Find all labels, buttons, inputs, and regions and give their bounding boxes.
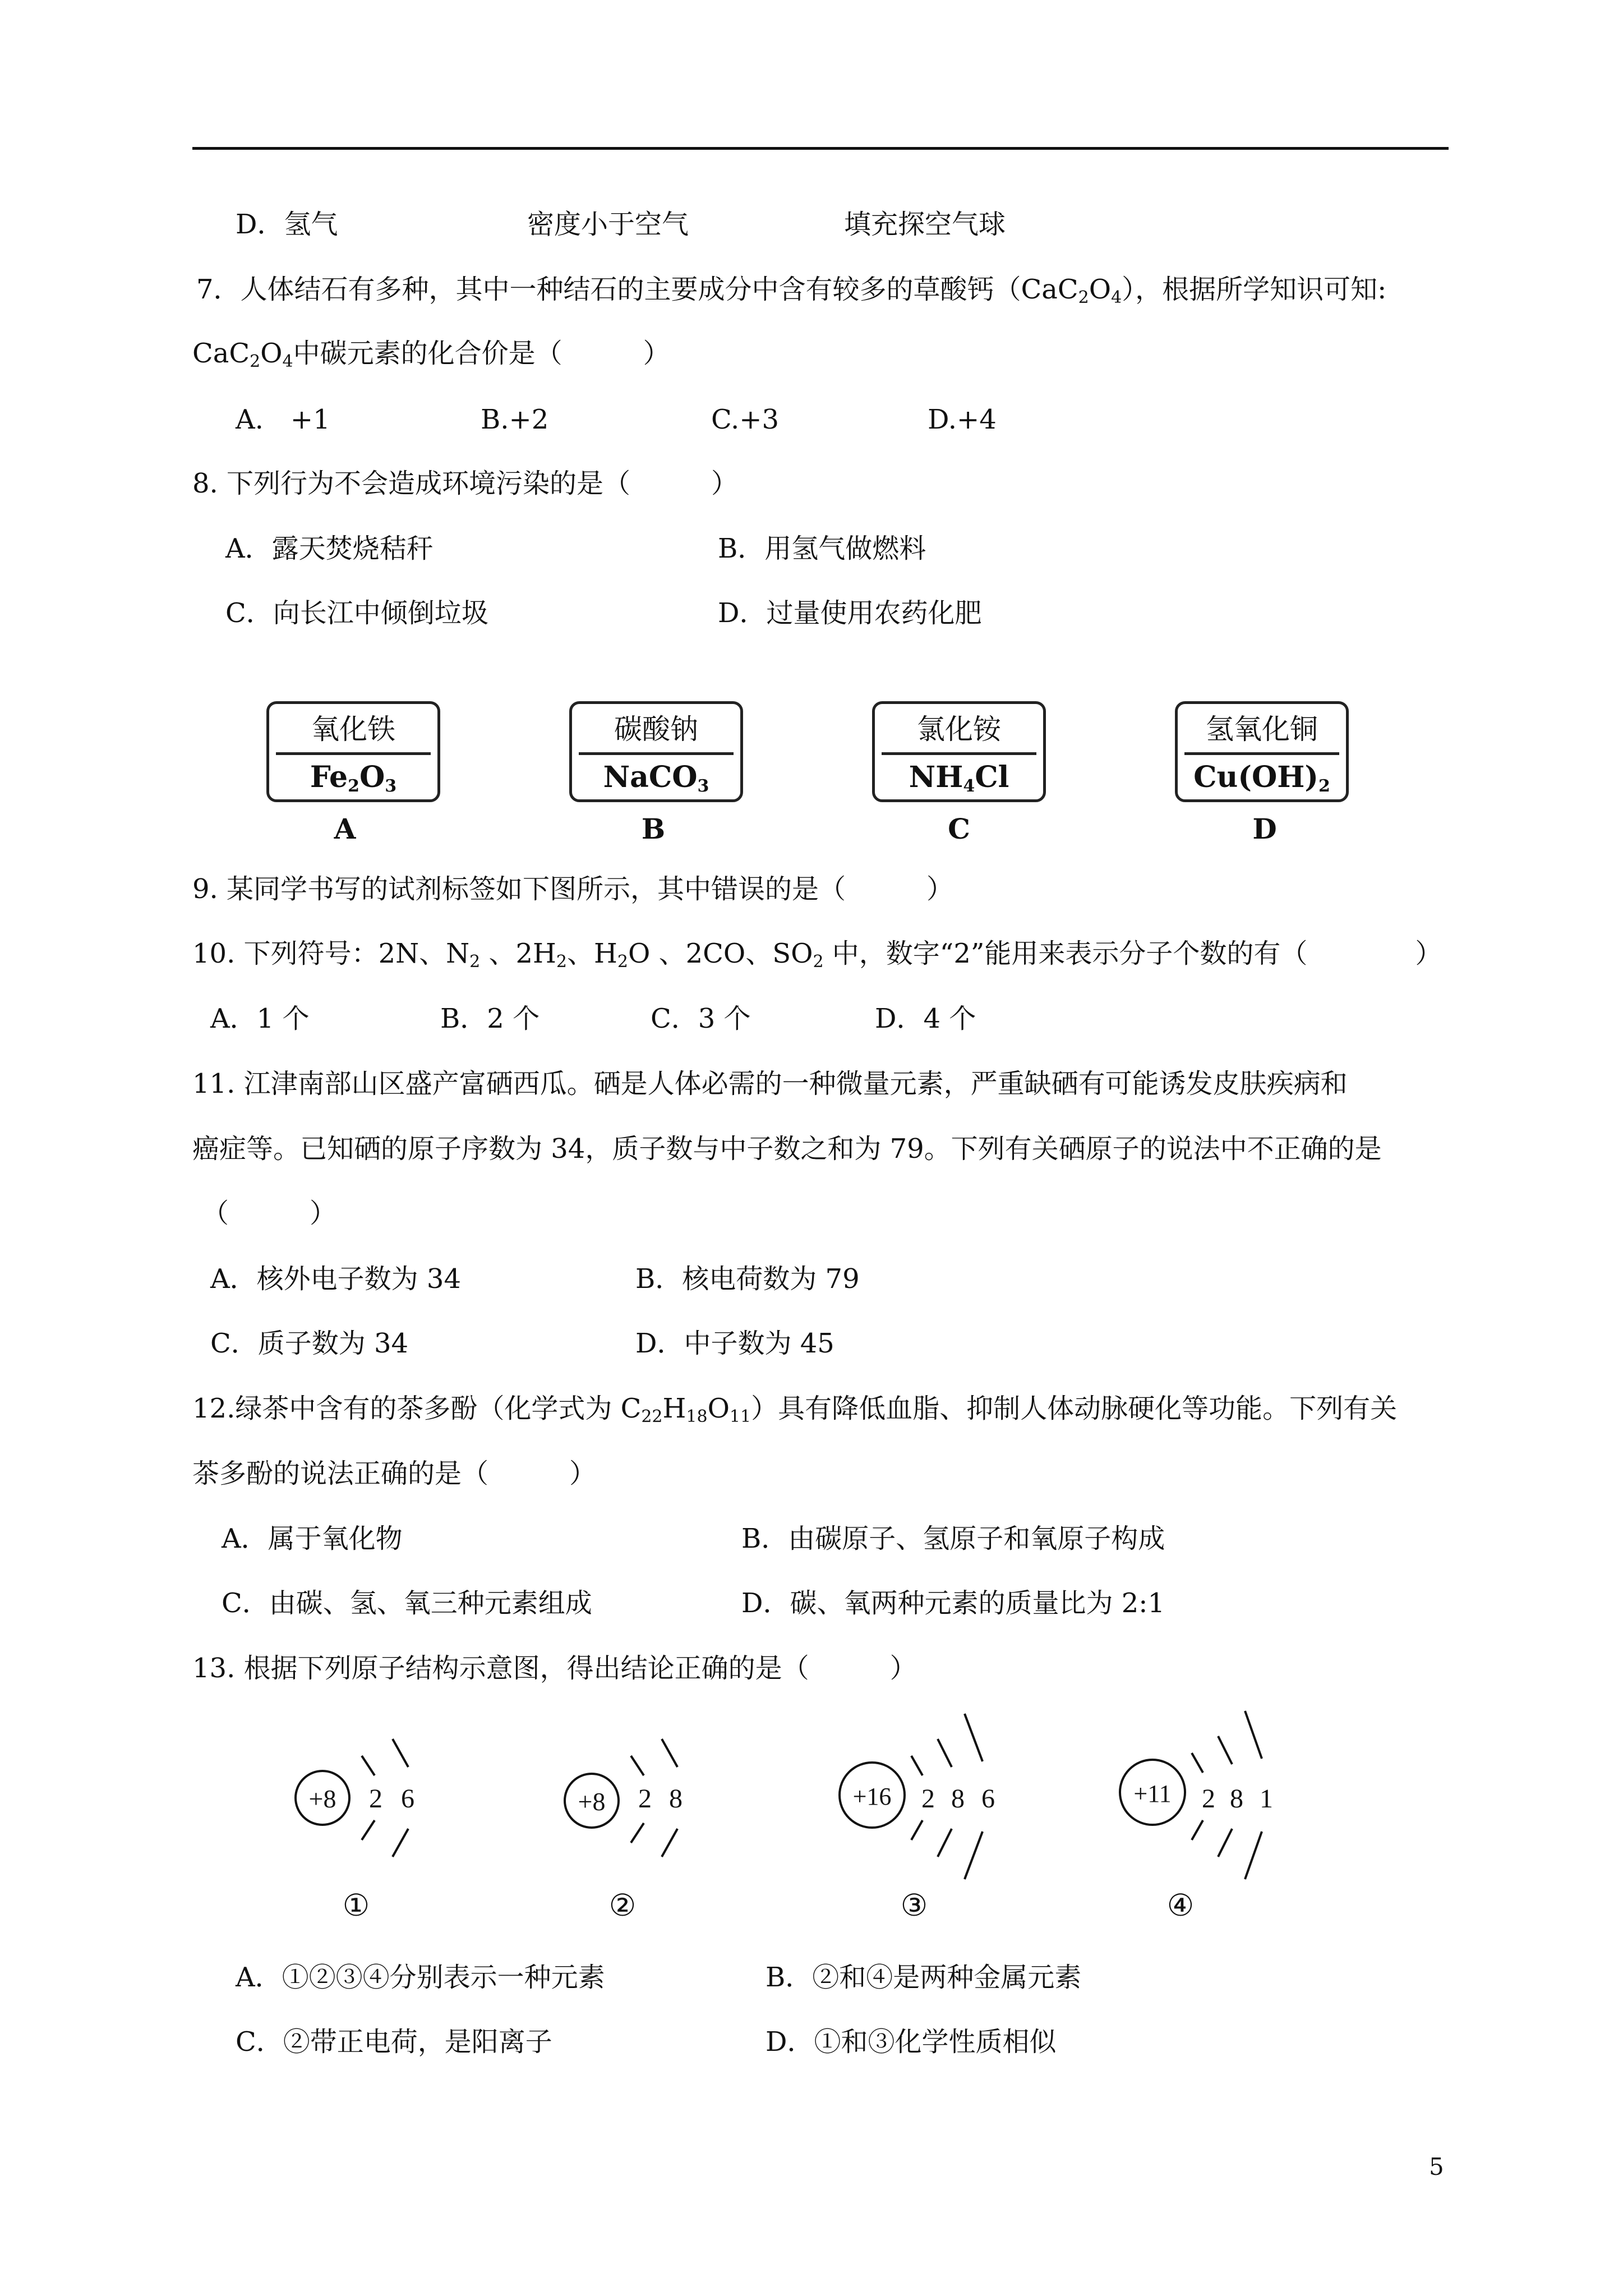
atom-diagram-3: [840, 1714, 995, 1879]
reagent-formula: $Fe_2O_3$: [310, 760, 397, 796]
prev-row-property: 密度小于空气: [527, 209, 689, 240]
q8-stem: 8. 下列行为不会造成环境污染的是（ ）: [192, 468, 739, 499]
atom-3-shell-3: 6: [981, 1784, 995, 1814]
reagent-name: 碳酸钠: [614, 713, 698, 746]
q12-option-b: B．由碳原子、氢原子和氧原子构成: [741, 1523, 1165, 1554]
q12-stem-line2: 茶多酚的说法正确的是（ ）: [192, 1458, 597, 1489]
atom-2-nucleus: +8: [578, 1787, 606, 1816]
prev-row-use: 填充探空气球: [844, 209, 1006, 240]
q10-option-c: C．3 个: [651, 1003, 751, 1034]
q10-stem: 10. 下列符号：2N、$N_2$ 、$2H_2$、$H_2O$ 、2CO、$SO_2$ 中，数字“2”能用来表示分子个数的有（ ）: [192, 938, 1442, 972]
q11-option-c: C．质子数为 34: [210, 1328, 409, 1359]
reagent-letter-a: A: [334, 812, 356, 845]
q7-option-c: C.+3: [711, 404, 780, 435]
q13-option-a: A．①②③④分别表示一种元素: [236, 1962, 605, 1993]
q7-option-a: A. +1: [236, 404, 330, 435]
reagent-formula: NaCO$_3$: [603, 760, 709, 796]
q13-option-c: C．②带正电荷，是阳离子: [236, 2026, 552, 2058]
atom-4-nucleus: +11: [1133, 1780, 1172, 1807]
q11-option-a: A．核外电子数为 34: [210, 1263, 462, 1295]
q13-option-d: D．①和③化学性质相似: [766, 2026, 1057, 2058]
reagent-formula: $NH_4Cl$: [909, 760, 1009, 796]
reagent-name: 氧化铁: [311, 713, 395, 746]
prev-row-option: D．氢气: [236, 209, 338, 240]
atom-1-shell-1: 2: [369, 1784, 382, 1814]
q7-option-b: B.+2: [481, 404, 549, 435]
reagent-letter-d: D: [1252, 812, 1277, 845]
page-number: 5: [1429, 2153, 1444, 2180]
atom-diagram-2: [565, 1739, 683, 1857]
atom-4-shell-3: 1: [1260, 1784, 1273, 1814]
atom-4-shell-2: 8: [1230, 1784, 1243, 1814]
q12-option-d: D．碳、氧两种元素的质量比为 2:1: [741, 1588, 1165, 1619]
q7-stem-line1: 7．人体结石有多种，其中一种结石的主要成分中含有较多的草酸钙$(CaC_2O_4)$，根据所学知识可知:: [196, 274, 1387, 307]
q8-option-c: C．向长江中倾倒垃圾: [225, 597, 488, 629]
atom-2-shell-1: 2: [638, 1784, 652, 1814]
atom-caption-1: ①: [342, 1888, 370, 1923]
q7-stem-line2: $CaC_2O_4$中碳元素的化合价是（ ）: [192, 338, 670, 371]
atom-caption-4: ④: [1166, 1888, 1195, 1923]
q11-stem-line2: 癌症等。已知硒的原子序数为 34，质子数与中子数之和为 79。下列有关硒原子的说法中不正确的是: [192, 1133, 1382, 1165]
q12-option-c: C．由碳、氢、氧三种元素组成: [222, 1588, 592, 1619]
atom-1-nucleus: +8: [308, 1784, 336, 1813]
atom-diagram-1: [296, 1739, 414, 1857]
q8-option-a: A．露天焚烧秸秆: [225, 533, 434, 564]
atom-3-shell-2: 8: [951, 1784, 965, 1814]
atom-2-shell-2: 8: [669, 1784, 683, 1814]
reagent-letter-b: B: [641, 812, 666, 845]
q12-option-a: A．属于氧化物: [222, 1523, 403, 1554]
q13-option-b: B．②和④是两种金属元素: [766, 1962, 1082, 1993]
q10-option-d: D．4 个: [875, 1003, 976, 1034]
q11-stem-line3: （ ）: [202, 1198, 337, 1229]
atom-3-nucleus: +16: [852, 1783, 892, 1810]
q8-option-d: D．过量使用农药化肥: [718, 597, 982, 629]
atom-4-shell-1: 2: [1202, 1784, 1215, 1814]
atom-caption-2: ②: [608, 1888, 637, 1923]
atom-caption-3: ③: [900, 1888, 928, 1923]
q11-option-b: B．核电荷数为 79: [635, 1263, 860, 1295]
reagent-name: 氯化铵: [917, 713, 1001, 746]
q7-option-d: D.+4: [928, 404, 997, 435]
atom-diagram-4: [1120, 1711, 1273, 1879]
q11-option-d: D．中子数为 45: [635, 1328, 834, 1359]
reagent-formula: $Cu(OH)_2$: [1193, 760, 1330, 796]
q9-stem: 9. 某同学书写的试剂标签如下图所示，其中错误的是（ ）: [192, 873, 954, 905]
atom-1-shell-2: 6: [401, 1784, 414, 1814]
q13-stem: 13. 根据下列原子结构示意图，得出结论正确的是（ ）: [192, 1653, 917, 1684]
reagent-letter-c: C: [948, 812, 970, 845]
q10-option-a: A．1 个: [210, 1003, 310, 1034]
reagent-name: 氢氧化铜: [1206, 713, 1318, 746]
q8-option-b: B．用氢气做燃料: [718, 533, 926, 564]
q12-stem-line1: 12.绿茶中含有的茶多酚（化学式为 $C_{22}H_{18}O_{11}$）具有降低血脂、抑制人体动脉硬化等功能。下列有关: [192, 1393, 1398, 1427]
q10-option-b: B．2 个: [440, 1003, 540, 1034]
atom-3-shell-1: 2: [921, 1784, 935, 1814]
q11-stem-line1: 11. 江津南部山区盛产富硒西瓜。硒是人体必需的一种微量元素，严重缺硒有可能诱发皮肤疾病和: [192, 1068, 1348, 1099]
